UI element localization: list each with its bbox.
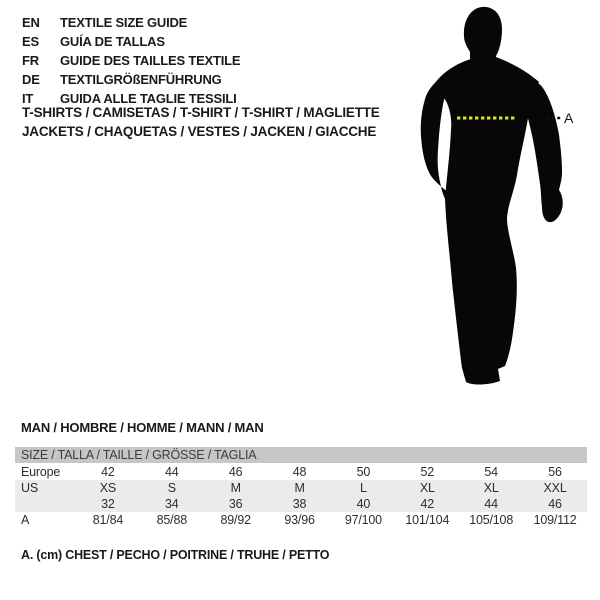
table-cell: 54 — [484, 465, 498, 479]
row-label: US — [21, 481, 38, 495]
list-item — [22, 13, 240, 32]
table-cell: 40 — [356, 497, 371, 511]
language-label: GUIDA ALLE TAGLIE TESSILI — [60, 91, 237, 106]
table-cell: 97/100 — [344, 513, 382, 527]
table-cell: XL — [483, 481, 499, 495]
table-cell: L — [360, 481, 367, 495]
table-cell: 50 — [356, 465, 371, 479]
row-label: A — [21, 513, 30, 527]
row-label: Europe — [21, 465, 61, 479]
product-type-jackets: JACKETS / CHAQUETAS / VESTES / JACKEN / GIACCHE — [22, 124, 377, 139]
language-code: IT — [22, 91, 34, 106]
table-cell: 38 — [292, 497, 307, 511]
male-silhouette-figure — [405, 0, 580, 400]
table-cell: XXL — [543, 481, 567, 495]
table-cell: M — [230, 481, 241, 495]
table-cell: 48 — [292, 465, 307, 479]
language-code: FR — [22, 53, 39, 68]
table-cell: 85/88 — [156, 513, 187, 527]
table-cell: 36 — [228, 497, 243, 511]
table-cell: 93/96 — [284, 513, 315, 527]
table-cell: 89/92 — [220, 513, 251, 527]
table-row-europe — [15, 464, 587, 480]
silhouette-head — [464, 7, 502, 63]
language-code: DE — [22, 72, 40, 87]
table-cell: 46 — [548, 497, 562, 511]
size-table-header: SIZE / TALLA / TAILLE / GRÖSSE / TAGLIA — [15, 447, 587, 463]
language-guide-list — [22, 13, 240, 108]
table-row-us — [15, 480, 587, 496]
table-row-chest-cm — [15, 512, 587, 528]
table-cell: 46 — [228, 465, 243, 479]
row-label — [15, 496, 76, 512]
list-item — [22, 51, 240, 70]
list-item — [22, 32, 240, 51]
table-cell: 56 — [548, 465, 562, 479]
size-table — [15, 447, 587, 528]
table-cell: 42 — [101, 465, 115, 479]
language-code: ES — [22, 34, 39, 49]
table-cell: XS — [99, 481, 117, 495]
table-cell: 34 — [165, 497, 179, 511]
measurement-label-a: A — [564, 110, 574, 126]
table-cell: 101/104 — [405, 513, 450, 527]
table-cell: S — [167, 481, 176, 495]
table-cell: 105/108 — [469, 513, 514, 527]
language-label: GUÍA DE TALLAS — [60, 34, 165, 49]
table-cell: 44 — [165, 465, 179, 479]
language-label: TEXTILE SIZE GUIDE — [60, 15, 188, 30]
measurement-footnote: A. (cm) CHEST / PECHO / POITRINE / TRUHE / PETTO — [21, 548, 330, 562]
table-cell: XL — [419, 481, 435, 495]
table-cell: 52 — [420, 465, 435, 479]
table-row-us-numeric — [15, 496, 587, 512]
table-cell: 32 — [101, 497, 115, 511]
list-item — [22, 70, 240, 89]
section-heading-man: MAN / HOMBRE / HOMME / MANN / MAN — [21, 420, 264, 435]
product-type-tshirts: T-SHIRTS / CAMISETAS / T-SHIRT / T-SHIRT / MAGLIETTE — [22, 105, 380, 120]
silhouette-right-arm — [515, 75, 563, 222]
language-label: GUIDE DES TAILLES TEXTILE — [60, 53, 241, 68]
language-code: EN — [22, 15, 40, 30]
product-types — [22, 103, 380, 141]
table-cell: 44 — [484, 497, 498, 511]
table-cell: 81/84 — [92, 513, 124, 527]
table-cell: 109/112 — [533, 513, 577, 527]
silhouette-body — [433, 57, 539, 385]
table-cell: M — [294, 481, 305, 495]
language-label: TEXTILGRÖßENFÜHRUNG — [60, 72, 222, 87]
table-cell: 42 — [420, 497, 435, 511]
silhouette-svg — [405, 0, 580, 400]
